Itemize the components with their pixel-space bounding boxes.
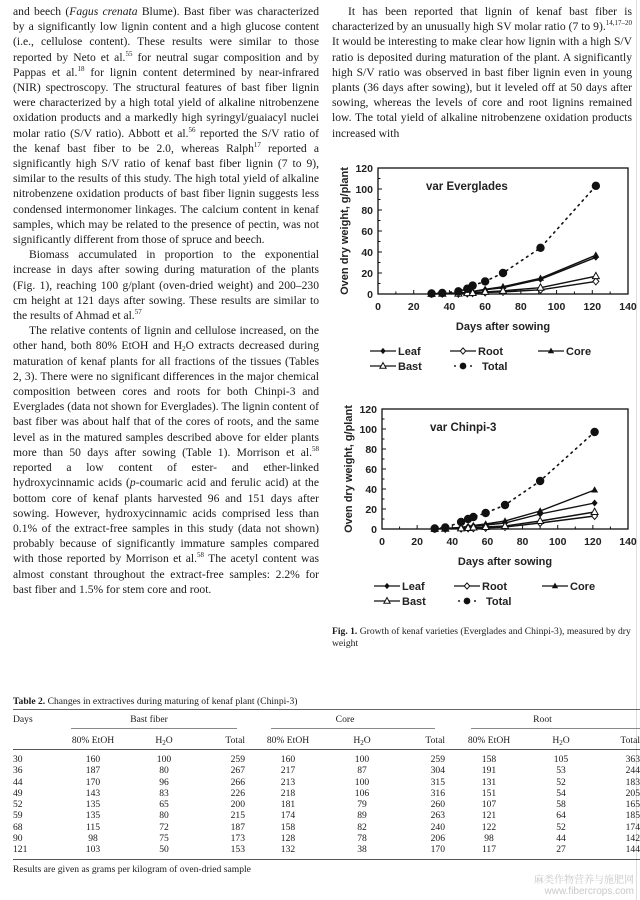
- legend-item-leaf: [374, 581, 425, 593]
- cell-value: 100: [354, 754, 370, 765]
- legend-item-core: [538, 346, 591, 358]
- legend-label: Bast: [402, 596, 426, 608]
- cell-value: 205: [625, 787, 640, 799]
- x-tick-label: 140: [619, 536, 637, 548]
- citation-ref: 56: [188, 125, 196, 134]
- cell-value: 316: [430, 787, 445, 799]
- cell-value: 135: [85, 810, 101, 822]
- table-footnote: Results are given as grams per kilogram of oven-dried sample: [13, 859, 640, 875]
- legend-item-total: [458, 596, 511, 608]
- paragraph-sv-ratio: [332, 4, 632, 141]
- table-row: [13, 799, 640, 810]
- y-tick-label: 40: [365, 484, 377, 496]
- legend-item-bast: [370, 361, 422, 373]
- cell-value: 240: [430, 821, 445, 833]
- text: for neutral sugar composition and by Pappas et al.: [13, 50, 320, 79]
- citation-ref: 55: [125, 49, 133, 58]
- cell-value: 78: [357, 833, 367, 845]
- table-row: [13, 833, 640, 844]
- y-tick-label: 100: [359, 424, 377, 436]
- cell-value: 226: [230, 787, 245, 799]
- citation-ref: 18: [77, 64, 85, 73]
- legend-item-leaf: [370, 346, 421, 358]
- x-tick-label: 40: [443, 301, 456, 313]
- citation-ref: 14,17–20: [605, 19, 632, 28]
- cell-value: 131: [481, 776, 497, 788]
- header-etoh: 80% EtOH: [53, 729, 133, 750]
- x-tick-label: 40: [446, 536, 459, 548]
- cell-value: 200: [230, 799, 245, 811]
- y-tick-label: 20: [365, 504, 377, 516]
- y-tick-label: 120: [359, 404, 377, 416]
- cell-value: 80: [159, 765, 169, 777]
- y-tick-label: 60: [365, 464, 377, 476]
- cell-value: 105: [553, 754, 569, 765]
- x-tick-label: 20: [407, 301, 420, 313]
- cell-value: 72: [159, 821, 169, 833]
- cell-value: 64: [556, 810, 566, 822]
- cell-days: 36: [13, 765, 23, 777]
- cell-value: 267: [230, 765, 245, 777]
- header-h2o: $H_2O$: [331, 729, 393, 750]
- text: and beech (: [13, 5, 70, 18]
- cell-value: 100: [156, 754, 172, 765]
- cell-value: 160: [85, 754, 101, 765]
- cell-value: 151: [481, 787, 497, 799]
- cell-value: 185: [625, 810, 640, 822]
- cell-days: 59: [13, 810, 23, 822]
- cell-value: 244: [625, 765, 640, 777]
- text: O extracts decreased during maturation of kenaf plants for all fractions of the tissues (Tables 2, 3). There were no significant differences in the major chemical composition between cores and roots for both Chinpi-3 and Everglades (data not shown for Everglades). The lignin content of bast fiber was about half that of the cores of roots, and the same level as in the matured samples described above for elder plants more than 50 days after sowing (Table 1). Morrison et al.: [13, 339, 319, 459]
- x-tick-label: 60: [479, 301, 491, 313]
- text: for lignin content determined by near-infrared (NIR) spectroscopy. The structural features of bast fiber lignin were characterized by a high total yield of alkaline nitrobenzene oxidation products and a markedly high syringyl/guaiacyl nuclei molar ratio (S/V ratio). Abbott et al.: [13, 65, 319, 140]
- cell-value: 98: [88, 833, 98, 845]
- cell-days: 68: [13, 821, 23, 833]
- legend-label: Core: [570, 581, 596, 593]
- header-etoh: 80% EtOH: [445, 729, 533, 750]
- cell-value: 38: [357, 844, 367, 856]
- cell-value: 117: [481, 844, 497, 856]
- cell-value: 259: [230, 754, 245, 765]
- y-tick-label: 40: [361, 247, 373, 259]
- x-tick-label: 120: [583, 301, 602, 313]
- series-total: [431, 428, 599, 533]
- legend-label: Bast: [398, 361, 422, 373]
- paragraph-biomass: [13, 247, 319, 323]
- text: reported the S/V ratio of the kenaf bast fiber to be 2.0, whereas Ralph: [13, 126, 319, 155]
- table-row: [13, 777, 640, 788]
- paragraph-composition: [13, 4, 319, 247]
- figure-caption-text: Growth of kenaf varieties (Everglades and Chinpi-3), measured by dry weight: [332, 626, 631, 649]
- y-tick-label: 120: [355, 163, 373, 175]
- cell-value: 65: [159, 799, 169, 811]
- right-column: [332, 4, 632, 141]
- cell-value: 315: [430, 776, 445, 788]
- chart-legend: [374, 581, 595, 608]
- cell-value: 106: [354, 787, 370, 799]
- cell-value: 132: [280, 844, 296, 856]
- cell-value: 128: [280, 833, 296, 845]
- cell-value: 218: [280, 787, 296, 799]
- cell-value: 173: [230, 833, 245, 845]
- cell-value: 363: [625, 754, 640, 765]
- table-row: [13, 822, 640, 833]
- cell-value: 181: [280, 799, 296, 811]
- cell-value: 122: [481, 821, 497, 833]
- subscript: 2: [182, 345, 186, 354]
- cell-value: 83: [159, 787, 169, 799]
- figure-caption: [332, 626, 632, 650]
- cell-days: 52: [13, 799, 23, 811]
- cell-value: 50: [159, 844, 169, 856]
- text: -coumaric acid and ferulic acid) at the bottom core of kenaf plants harvested 96 and 151 days after sowing. However, hydroxycinnamic acids comprised less than 0.1% of the extract-free samples in this study (data not shown) probably because of significantly immature samples compared with those reported by Morrison et al.: [13, 476, 319, 566]
- cell-value: 89: [357, 810, 367, 822]
- text: Biomass accumulated in proportion to the exponential increase in days after sowing during maturation of the plants (Fig. 1), reaching 100 g/plant (oven-dried weight) and 200–230 cm height at 121 days after sowing. These results are similar to the results of Ahmad et al.: [13, 248, 319, 323]
- header-group-root: [445, 710, 640, 728]
- cell-value: 107: [481, 799, 497, 811]
- y-tick-label: 60: [361, 226, 373, 238]
- text: Blume). Bast fiber was characterized by a significantly low lignin content and a high glucose content (i.e., cellulose content). These results were similar to those reported by Neto et al.: [13, 5, 319, 64]
- table-body: [13, 750, 640, 859]
- x-axis-label: Days after sowing: [457, 556, 553, 568]
- cell-value: 96: [159, 776, 169, 788]
- plot-area: [382, 409, 628, 529]
- cell-value: 82: [357, 821, 367, 833]
- legend-label: Leaf: [402, 581, 425, 593]
- cell-value: 27: [556, 844, 566, 856]
- text: The relative contents of lignin and cellulose increased, on the other hand, both 80% EtOH and H: [13, 324, 319, 353]
- header-total: Total: [195, 729, 245, 750]
- cell-value: 260: [430, 799, 445, 811]
- cell-days: 49: [13, 787, 23, 799]
- cell-value: 266: [230, 776, 245, 788]
- text: reported a significantly high S/V ratio of kenaf bast fiber lignin (7 to 9), similar to the results of this study. The high total yield of alkaline nitrobenzene oxidation products of bast fiber lignin suggests less condensed intermonomer linkages. The calcium content in kenaf samples, which may be related to the presence of pectin, was not significantly different from those of spruce and beech.: [13, 141, 319, 247]
- legend-label: Leaf: [398, 346, 421, 358]
- cell-value: 263: [430, 810, 445, 822]
- cell-value: 142: [625, 833, 640, 845]
- cell-value: 165: [625, 799, 640, 811]
- cell-value: 54: [556, 787, 566, 799]
- header-total: Total: [393, 729, 445, 750]
- table-title-text: Changes in extractives during maturing of kenaf plant (Chinpi-3): [45, 696, 298, 707]
- cell-value: 103: [85, 844, 101, 856]
- cell-value: 87: [357, 765, 367, 777]
- x-tick-label: 60: [481, 536, 494, 548]
- extractives-table: [13, 710, 640, 859]
- table-row: [13, 765, 640, 776]
- y-axis-label: Oven dry weight, g/plant: [339, 167, 351, 295]
- legend-item-root: [454, 581, 507, 593]
- cell-value: 259: [430, 754, 445, 765]
- header-h2o: $H_2O$: [133, 729, 195, 750]
- chart-chinpi3: [334, 398, 640, 623]
- table-label: Table 2.: [13, 696, 46, 707]
- cell-value: 170: [85, 776, 101, 788]
- table-title: [13, 696, 640, 710]
- citation-ref: 57: [134, 308, 142, 317]
- table-row: [13, 750, 640, 766]
- header-h2o: $H_2O$: [533, 729, 589, 750]
- cell-value: 304: [430, 765, 445, 777]
- cell-value: 52: [556, 821, 566, 833]
- cell-value: 215: [230, 810, 245, 822]
- cell-days: 44: [13, 776, 23, 788]
- table-2: [13, 696, 640, 875]
- chart-everglades: [334, 158, 640, 378]
- cell-value: 174: [280, 810, 296, 822]
- cell-value: 44: [556, 833, 566, 845]
- citation-ref: 17: [253, 140, 261, 149]
- x-axis-label: Days after sowing: [455, 321, 551, 333]
- cell-value: 217: [280, 765, 296, 777]
- y-tick-label: 20: [361, 268, 373, 280]
- group-label: Root: [533, 714, 552, 725]
- watermark-url: www.fibercrops.com: [544, 886, 634, 897]
- italic-text: p: [129, 476, 136, 490]
- cell-value: 153: [230, 844, 245, 856]
- legend-item-root: [450, 346, 503, 358]
- cell-value: 158: [481, 754, 497, 765]
- group-label: Bast fiber: [130, 714, 168, 725]
- cell-value: 187: [85, 765, 101, 777]
- legend-label: Total: [486, 596, 512, 608]
- x-tick-label: 120: [584, 536, 602, 548]
- legend-label: Root: [482, 581, 508, 593]
- y-tick-label: 0: [371, 524, 377, 536]
- cell-value: 144: [625, 844, 640, 856]
- x-tick-label: 80: [516, 536, 529, 548]
- legend-item-bast: [374, 596, 426, 608]
- cell-value: 100: [354, 776, 370, 788]
- y-tick-label: 80: [361, 205, 373, 217]
- cell-value: 174: [625, 821, 640, 833]
- chart-legend: [370, 346, 591, 373]
- legend-item-core: [542, 581, 595, 593]
- text: It would be interesting to make clear how lignin with a high S/V ratio is deposited during maturation of the plant. A significantly high S/V ratio was observed in bast fiber lignin even in young plants (36 days after sowing), but it leveled off at 50 days after sowing, whereas the levels of core and root lignins remained low. The total yield of alkaline nitrobenzene oxidation products increased with: [332, 35, 632, 140]
- cell-value: 98: [484, 833, 494, 845]
- cell-value: 160: [280, 754, 296, 765]
- cell-value: 58: [556, 799, 566, 811]
- x-tick-label: 80: [515, 301, 527, 313]
- cell-value: 75: [159, 833, 169, 845]
- text: reported a low content of ester- and ether-linked hydroxycinnamic acids (: [13, 461, 319, 490]
- watermark-cn: 麻类作物营养与施肥网: [534, 875, 634, 886]
- sub-header-row: [13, 729, 640, 750]
- watermark: [534, 875, 634, 897]
- cell-value: 158: [280, 821, 296, 833]
- table-row: [13, 788, 640, 799]
- y-axis-label: Oven dry weight, g/plant: [343, 405, 355, 533]
- cell-value: 213: [280, 776, 296, 788]
- legend-item-total: [454, 361, 507, 373]
- figure-label: Fig. 1.: [332, 626, 358, 637]
- chart-title: var Everglades: [426, 181, 508, 193]
- cell-value: 53: [556, 765, 566, 777]
- cell-value: 206: [430, 833, 445, 845]
- x-tick-label: 20: [411, 536, 423, 548]
- y-tick-label: 100: [355, 184, 373, 196]
- header-group-bast: [53, 710, 245, 728]
- header-group-core: [245, 710, 445, 728]
- group-label: Core: [335, 714, 355, 725]
- cell-value: 183: [625, 776, 640, 788]
- header-days: Days: [13, 714, 33, 725]
- chart-title: var Chinpi-3: [430, 422, 497, 434]
- cell-value: 115: [85, 821, 101, 833]
- cell-value: 170: [430, 844, 445, 856]
- species-name: Fagus crenata: [69, 5, 138, 18]
- table-row: [13, 844, 640, 858]
- cell-days: 30: [13, 754, 23, 765]
- citation-ref: 58: [197, 551, 205, 560]
- header-etoh: 80% EtOH: [245, 729, 331, 750]
- x-tick-label: 140: [619, 301, 637, 313]
- cell-days: 90: [13, 833, 23, 845]
- legend-label: Root: [478, 346, 504, 358]
- x-tick-label: 0: [375, 301, 381, 313]
- text: The acetyl content was almost constant throughout the extract-free samples: 2.2% for bast fiber and 1.5% for stem core and root.: [13, 552, 319, 596]
- x-tick-label: 0: [379, 536, 385, 548]
- citation-ref: 58: [312, 444, 319, 453]
- text: It has been reported that lignin of kenaf bast fiber is characterized by an unusually high SV molar ratio (7 to 9).: [332, 5, 632, 34]
- left-column: [13, 4, 319, 597]
- cell-value: 135: [85, 799, 101, 811]
- paragraph-lignin-cellulose: [13, 323, 319, 597]
- x-tick-label: 100: [548, 536, 567, 548]
- cell-days: 121: [13, 844, 28, 856]
- cell-value: 143: [85, 787, 101, 799]
- cell-value: 191: [481, 765, 497, 777]
- table-row: [13, 810, 640, 821]
- cell-value: 121: [481, 810, 497, 822]
- legend-label: Core: [566, 346, 592, 358]
- y-tick-label: 0: [367, 289, 373, 301]
- cell-value: 79: [357, 799, 367, 811]
- cell-value: 187: [230, 821, 245, 833]
- cell-value: 52: [556, 776, 566, 788]
- x-tick-label: 100: [547, 301, 566, 313]
- header-total: Total: [589, 729, 640, 750]
- cell-value: 80: [159, 810, 169, 822]
- y-tick-label: 80: [365, 444, 377, 456]
- legend-label: Total: [482, 361, 508, 373]
